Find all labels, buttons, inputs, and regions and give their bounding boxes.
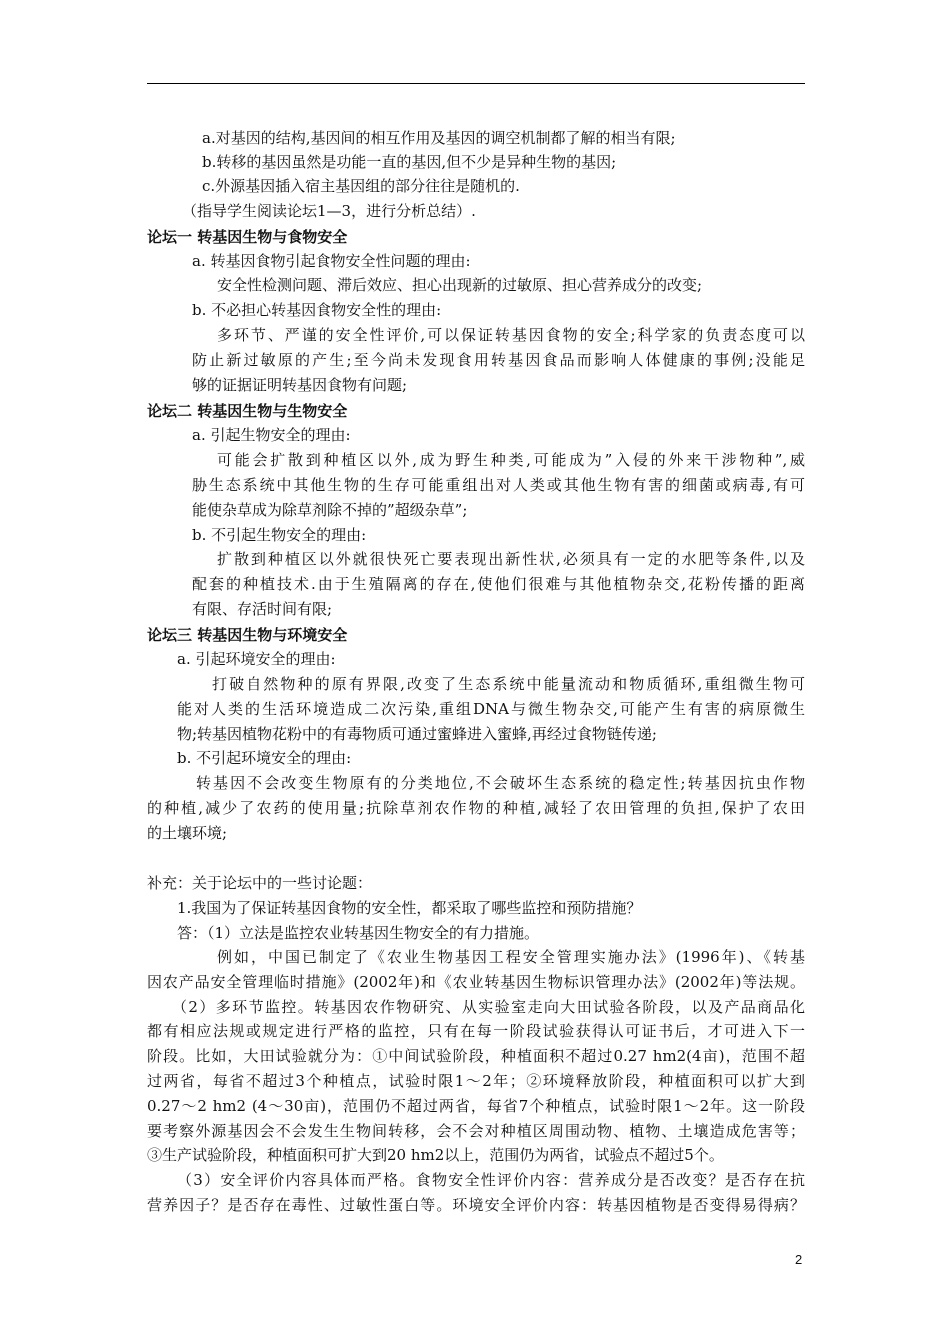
text-line: b.转移的基因虽然是功能一直的基因,但不少是异种生物的基因;	[202, 153, 617, 171]
text-line: 过两省，每省不超过3个种植点，试验时限1～2年；②环境释放阶段，种植面积可以扩大到	[147, 1072, 805, 1090]
text-line: 1.我国为了保证转基因食物的安全性，都采取了哪些监控和预防措施？	[177, 899, 642, 917]
text-line: a.对基因的结构,基因间的相互作用及基因的调空机制都了解的相当有限;	[202, 129, 676, 147]
text-line: 营养因子？是否存在毒性、过敏性蛋白等。环境安全评价内容：转基因植物是否变得易得病？	[147, 1196, 805, 1214]
text-line: 转基因不会改变生物原有的分类地位,不会破坏生态系统的稳定性;转基因抗虫作物	[196, 774, 805, 792]
text-line: 物;转基因植物花粉中的有毒物质可通过蜜蜂进入蜜蜂,再经过食物链传递;	[177, 725, 657, 743]
text-line: a. 转基因食物引起食物安全性问题的理由:	[192, 252, 471, 270]
text-line: b. 不引起生物安全的理由:	[192, 526, 367, 544]
text-line: b. 不必担心转基因食物安全性的理由:	[192, 301, 442, 319]
text-line: 配套的种植技术.由于生殖隔离的存在,使他们很难与其他植物杂交,花粉传播的距离	[192, 575, 805, 593]
text-line: 的种植,减少了农药的使用量;抗除草剂农作物的种植,减轻了农田管理的负担,保护了农田	[147, 799, 805, 817]
page-number: 2	[795, 1252, 803, 1267]
text-line: 补充：关于论坛中的一些讨论题：	[147, 874, 373, 892]
text-line: 例如，中国已制定了《农业生物基因工程安全管理实施办法》(1996年)、《转基	[217, 948, 805, 966]
text-line: c.外源基因插入宿主基因组的部分往往是随机的.	[202, 177, 520, 195]
section-heading: 论坛二 转基因生物与生物安全	[147, 402, 348, 420]
text-line: a. 引起环境安全的理由:	[177, 650, 336, 668]
text-line: 0.27～2 hm2 (4～30亩)，范围仍不超过两省，每省7个种植点，试验时限1～2年。这一阶段	[147, 1097, 805, 1115]
text-line: 阶段。比如，大田试验就分为：①中间试验阶段，种植面积不超过0.27 hm2(4亩)，范围不超	[147, 1047, 805, 1065]
text-line: （3）安全评价内容具体而严格。食物安全性评价内容：营养成分是否改变？是否存在抗	[177, 1171, 805, 1189]
text-line: 都有相应法规或规定进行严格的监控，只有在每一阶段试验获得认可证书后，才可进入下一	[147, 1022, 805, 1040]
text-line: 答：（1）立法是监控农业转基因生物安全的有力措施。	[177, 924, 540, 942]
text-line: 扩散到种植区以外就很快死亡要表现出新性状,必须具有一定的水肥等条件,以及	[217, 550, 805, 568]
section-heading: 论坛一 转基因生物与食物安全	[147, 228, 348, 246]
text-line: 够的证据证明转基因食物有问题;	[192, 376, 408, 394]
text-line: 要考察外源基因会不会发生生物间转移，会不会对种植区周围动物、植物、土壤造成危害等；	[147, 1122, 805, 1140]
text-line: 防止新过敏原的产生;至今尚未发现食用转基因食品而影响人体健康的事例;没能足	[192, 351, 805, 369]
text-line: 有限、存活时间有限;	[192, 600, 333, 618]
text-line: 安全性检测问题、滞后效应、担心出现新的过敏原、担心营养成分的改变;	[217, 276, 703, 294]
text-line: 打破自然物种的原有界限,改变了生态系统中能量流动和物质循环,重组微生物可	[212, 675, 805, 693]
text-line: 能使杂草成为除草剂除不掉的”超级杂草”;	[192, 501, 468, 519]
text-line: （2）多环节监控。转基因农作物研究、从实验室走向大田试验各阶段，以及产品商品化	[172, 998, 805, 1016]
text-line: 胁生态系统中其他生物的生存可能重组出对人类或其他生物有害的细菌或病毒,有可	[192, 476, 805, 494]
text-line: b. 不引起环境安全的理由:	[177, 749, 352, 767]
text-line: a. 引起生物安全的理由:	[192, 426, 351, 444]
text-line: （指导学生阅读论坛1—3，进行分析总结）.	[182, 202, 476, 220]
text-line: 能对人类的生活环境造成二次污染,重组DNA与微生物杂交,可能产生有害的病原微生	[177, 700, 805, 718]
text-line: 多环节、严谨的安全性评价,可以保证转基因食物的安全;科学家的负责态度可以	[217, 326, 805, 344]
text-line: ③生产试验阶段，种植面积可扩大到20 hm2以上，范围仍为两省，试验点不超过5个。	[147, 1146, 724, 1164]
section-heading: 论坛三 转基因生物与环境安全	[147, 626, 348, 644]
text-line: 因农产品安全管理临时措施》(2002年)和《农业转基因生物标识管理办法》(2002年)等法规。	[147, 973, 805, 991]
text-line: 的土壤环境;	[147, 824, 228, 842]
text-line: 可能会扩散到种植区以外,成为野生种类,可能成为”入侵的外来干涉物种”,威	[217, 451, 805, 469]
header-rule	[147, 83, 805, 84]
